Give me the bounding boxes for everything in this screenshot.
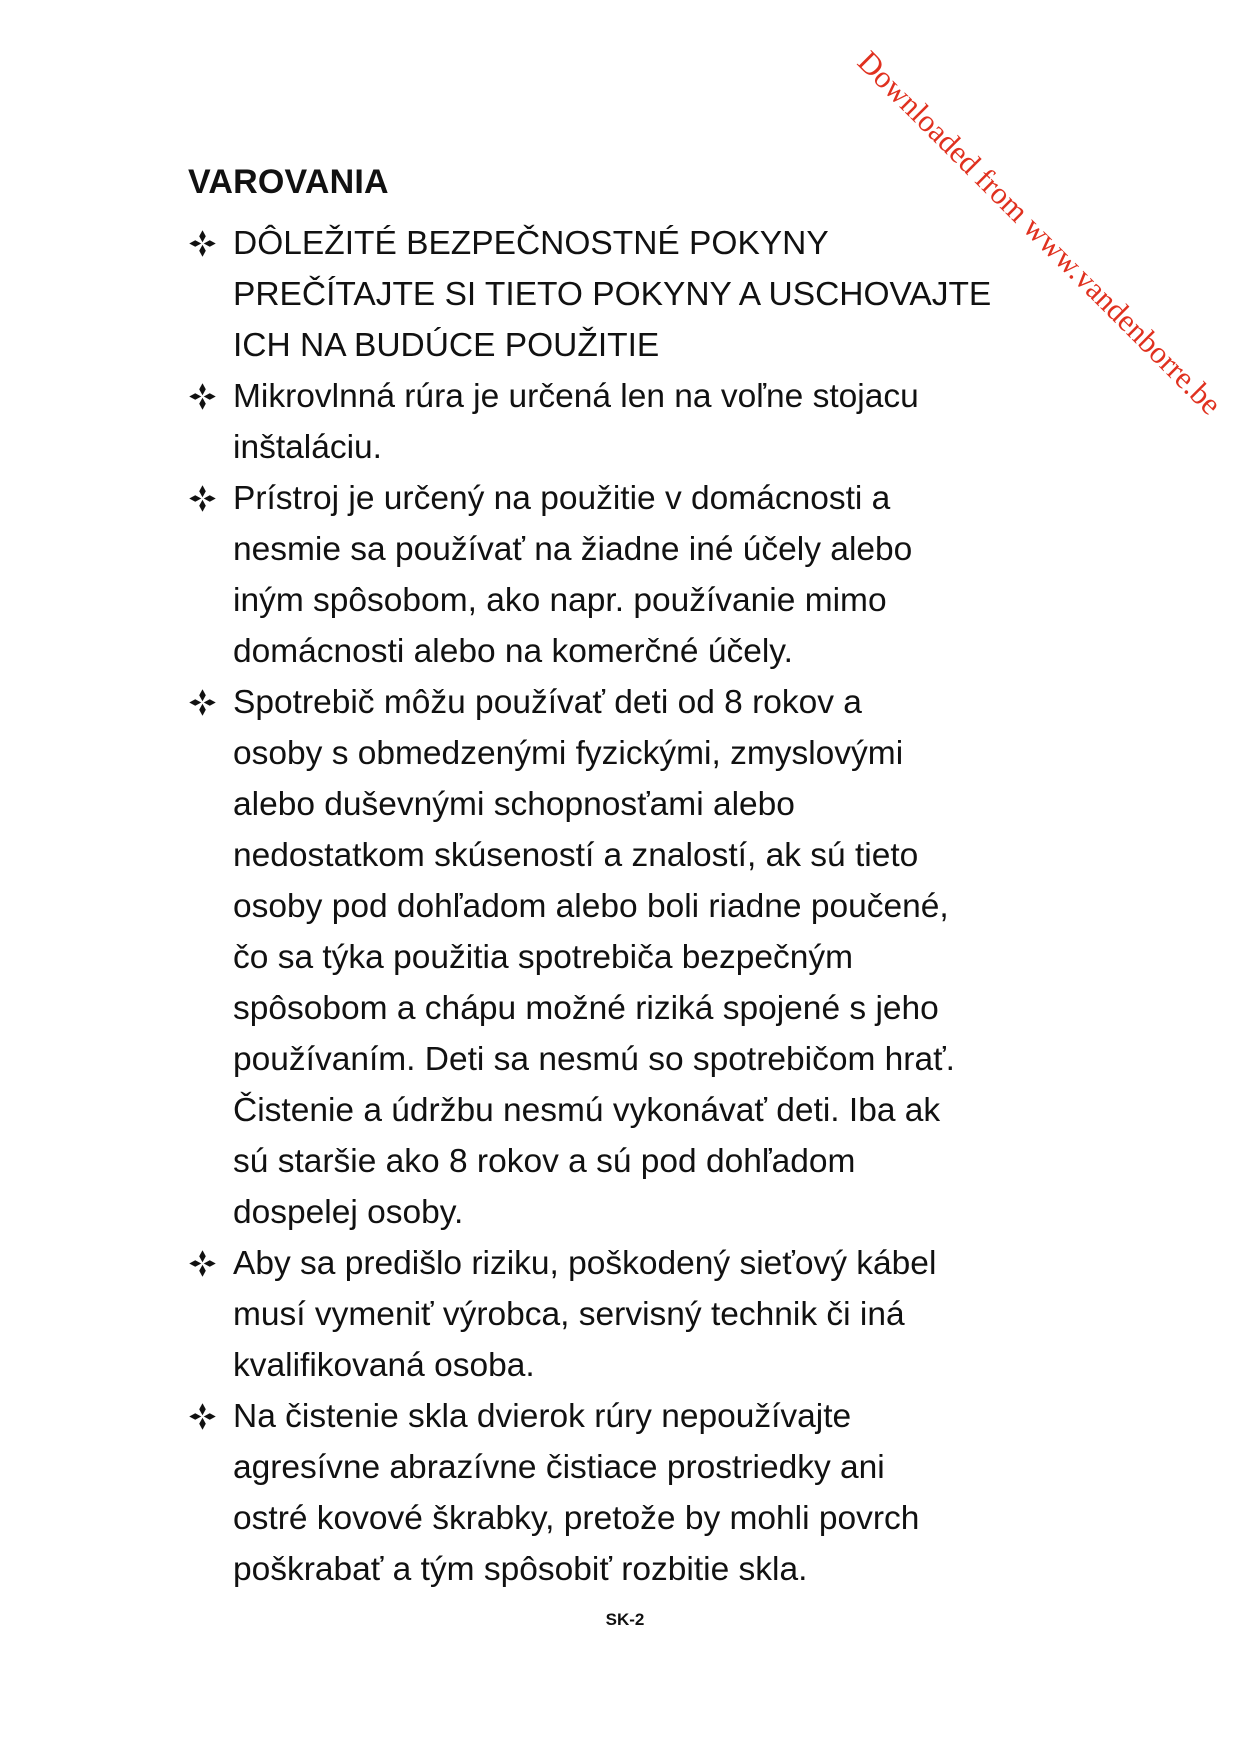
warning-text-line: sú staršie ako 8 rokov a sú pod dohľadom xyxy=(233,1143,856,1180)
four-diamond-ornament-icon xyxy=(188,1393,224,1439)
warning-text-line: alebo duševnými schopnosťami alebo xyxy=(233,786,795,823)
warnings-list xyxy=(188,218,1068,1595)
warning-text-line: domácnosti alebo na komerčné účely. xyxy=(233,633,793,670)
warning-text-line: inštaláciu. xyxy=(233,429,382,466)
warning-item xyxy=(188,677,1068,1238)
warning-item xyxy=(188,218,1068,371)
warning-text-line: Mikrovlnná rúra je určená len na voľne stojacu xyxy=(233,378,919,415)
warning-text-line: Aby sa predišlo riziku, poškodený sieťový kábel xyxy=(233,1245,937,1282)
warning-text-line: dospelej osoby. xyxy=(233,1194,464,1231)
warning-text-line: DÔLEŽITÉ BEZPEČNOSTNÉ POKYNY xyxy=(233,225,829,262)
warning-text-line: PREČÍTAJTE SI TIETO POKYNY A USCHOVAJTE xyxy=(233,276,992,313)
warning-text-line: spôsobom a chápu možné riziká spojené s jeho xyxy=(233,990,939,1027)
warning-text-line: Na čistenie skla dvierok rúry nepoužívajte xyxy=(233,1398,852,1435)
warning-text-line: kvalifikovaná osoba. xyxy=(233,1347,535,1384)
warning-text-line: Čistenie a údržbu nesmú vykonávať deti. Iba ak xyxy=(233,1092,941,1129)
warning-text-line: musí vymeniť výrobca, servisný technik či iná xyxy=(233,1296,905,1333)
section-heading: VAROVANIA xyxy=(188,163,389,201)
warning-text-line: čo sa týka použitia spotrebiča bezpečným xyxy=(233,939,854,976)
warning-text-line: osoby s obmedzenými fyzickými, zmyslovými xyxy=(233,735,904,772)
warning-item xyxy=(188,1391,1068,1595)
warning-text-line: ostré kovové škrabky, pretože by mohli povrch xyxy=(233,1500,920,1537)
four-diamond-ornament-icon xyxy=(188,1240,224,1286)
warning-text-line: nesmie sa používať na žiadne iné účely alebo xyxy=(233,531,913,568)
warning-text-line: iným spôsobom, ako napr. používanie mimo xyxy=(233,582,887,619)
warning-text-line: používaním. Deti sa nesmú so spotrebičom hrať. xyxy=(233,1041,955,1078)
warning-text-line: ICH NA BUDÚCE POUŽITIE xyxy=(233,327,660,364)
page-number: SK-2 xyxy=(605,1610,645,1629)
warning-text-line: agresívne abrazívne čistiace prostriedky ani xyxy=(233,1449,885,1486)
four-diamond-ornament-icon xyxy=(188,220,224,266)
warning-item xyxy=(188,473,1068,677)
warning-text-line: Prístroj je určený na použitie v domácnosti a xyxy=(233,480,891,517)
warning-item xyxy=(188,371,1068,473)
four-diamond-ornament-icon xyxy=(188,679,224,725)
warning-text-line: nedostatkom skúseností a znalostí, ak sú tieto xyxy=(233,837,919,874)
four-diamond-ornament-icon xyxy=(188,373,224,419)
watermark: Downloaded from www.vandenborre.be xyxy=(851,43,1229,422)
warning-text-line: poškrabať a tým spôsobiť rozbitie skla. xyxy=(233,1551,808,1588)
warning-item xyxy=(188,1238,1068,1391)
warning-text-line: osoby pod dohľadom alebo boli riadne poučené, xyxy=(233,888,949,925)
warning-text-line: Spotrebič môžu používať deti od 8 rokov a xyxy=(233,684,862,721)
four-diamond-ornament-icon xyxy=(188,475,224,521)
